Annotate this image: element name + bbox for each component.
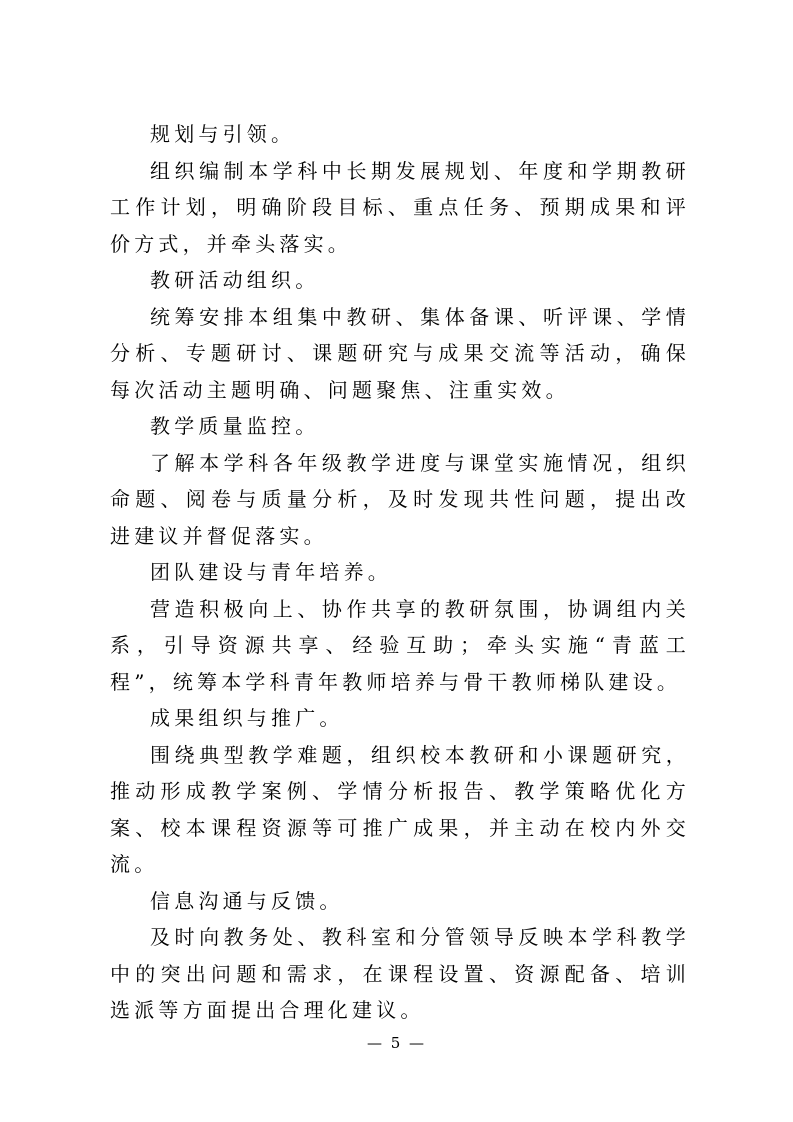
section-heading-feedback: 信息沟通与反馈。 [150, 888, 344, 913]
section-body-quality: 了解本学科各年级教学进度与课堂实施情况，组织命题、阅卷与质量分析，及时发现共性问题，提出改进建议并督促落实。 [110, 450, 690, 548]
section-heading-quality: 教学质量监控。 [150, 414, 320, 438]
section-heading-planning: 规划与引领。 [150, 122, 296, 146]
section-body-team: 营造积极向上、协作共享的教研氛围，协调组内关系，引导资源共享、经验互助；牵头实施“青蓝工程”，统筹本学科青年教师培养与骨干教师梯队建设。 [110, 596, 690, 694]
section-body-planning: 组织编制本学科中长期发展规划、年度和学期教研工作计划，明确阶段目标、重点任务、预期成果和评价方式，并牵头落实。 [110, 158, 690, 256]
document-body [110, 116, 690, 1029]
page-number: — 5 — [366, 1034, 427, 1052]
section-body-results: 围绕典型教学难题，组织校本教研和小课题研究，推动形成教学案例、学情分析报告、教学策略优化方案、校本课程资源等可推广成果，并主动在校内外交流。 [110, 742, 690, 876]
section-body-activities: 统筹安排本组集中教研、集体备课、听评课、学情分析、专题研讨、课题研究与成果交流等活动，确保每次活动主题明确、问题聚焦、注重实效。 [110, 304, 690, 402]
section-heading-activities: 教研活动组织。 [150, 268, 320, 292]
section-heading-results: 成果组织与推广。 [150, 706, 344, 730]
section-heading-team: 团队建设与青年培养。 [150, 560, 392, 584]
section-body-feedback: 及时向教务处、教科室和分管领导反映本学科教学中的突出问题和需求，在课程设置、资源配备、培训选派等方面提出合理化建议。 [110, 925, 690, 1022]
